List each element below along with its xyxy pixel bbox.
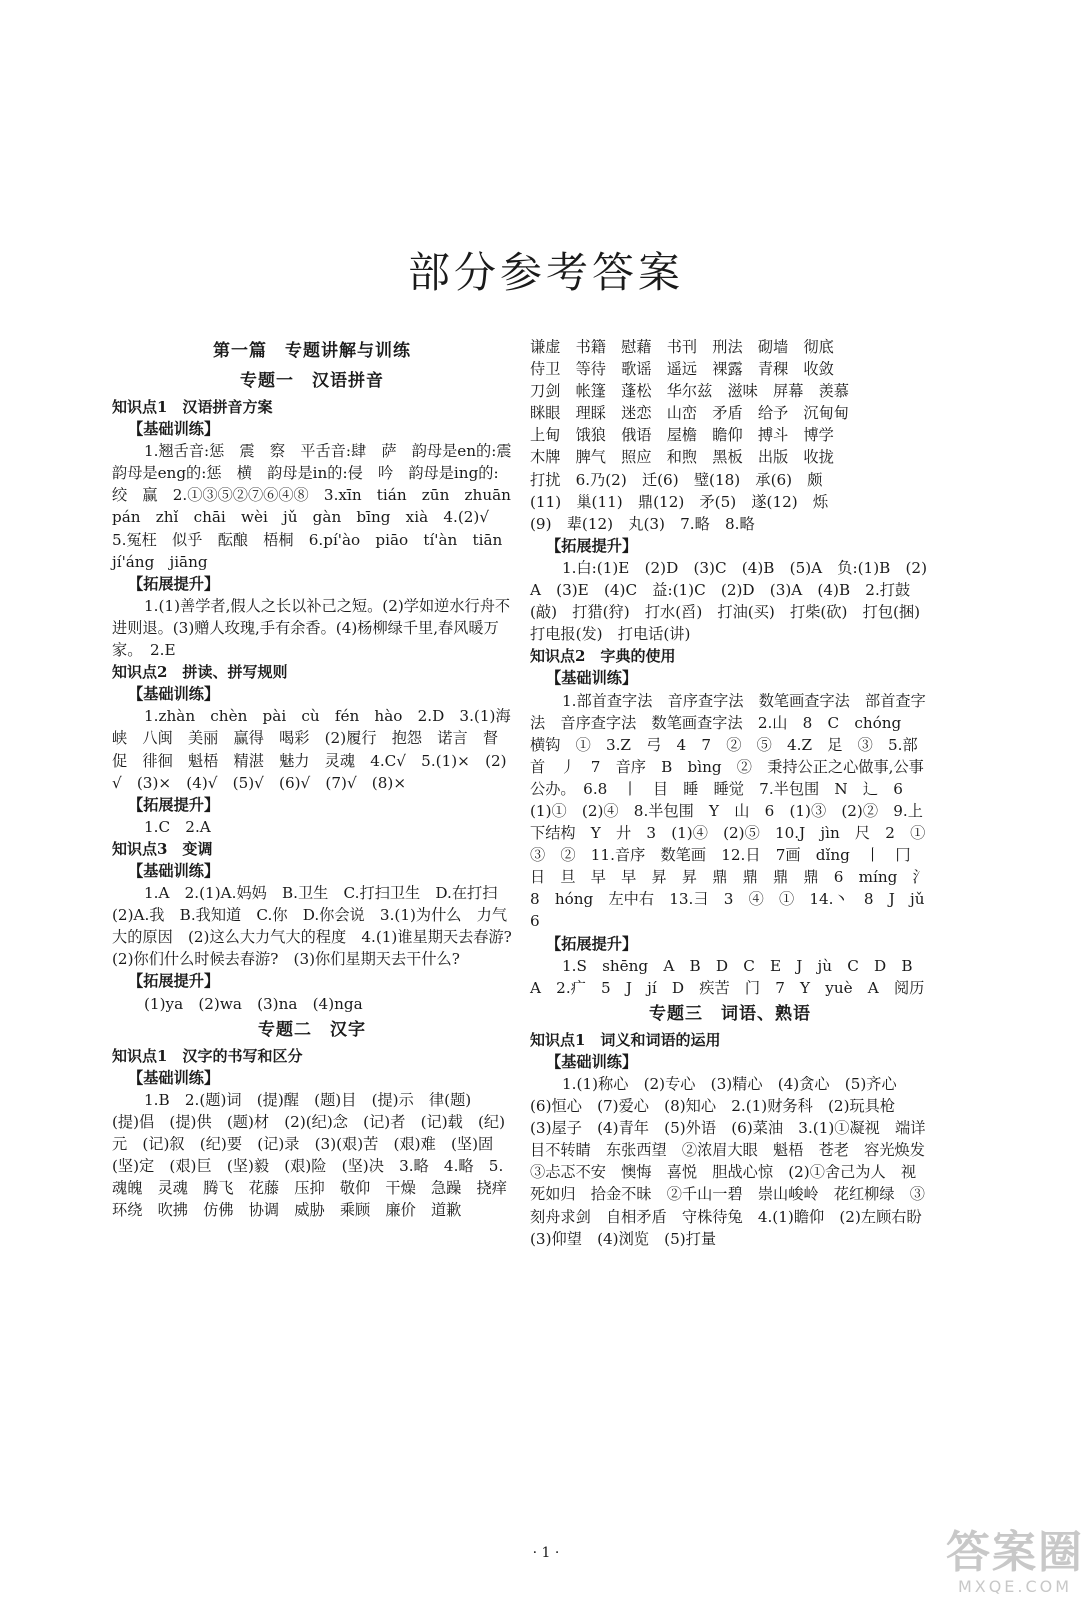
watermark-logo — [946, 1529, 1084, 1596]
word-list-line: 谦虚 书籍 慰藉 书刊 刑法 砌墙 彻底 — [530, 338, 834, 356]
answer-text: 1.(1)善学者,假人之长以补己之短。(2)学如逆水行舟不进则退。(3)赠人玫瑰,手有余香。(4)杨柳绿千里,春风暖万家。 2.E — [112, 596, 511, 660]
answer-text: 1.(1)称心 (2)专心 (3)精心 (4)贪心 (5)齐心 (6)恒心 (7)爱心 (8)知心 2.(1)财务科 (2)玩具枪 (3)屋子 (4)青年 (5)外语 (6)菜油 3.(1)①凝视 端详 目不转睛 东张西望 ②浓眉大眼 魁梧 苍老 容光焕发 ③忐忑不安 懊悔 喜悦 胆战心惊 (2)①舍己为人 视死如归 拾金不昧 ②千山一碧 崇山峻岭 花红柳绿 ③刻舟求剑 自相矛盾 守株待兔 4.(1)瞻仰 (2)左顾右盼 (3)仰望 (4)浏览 (5)打量 — [530, 1075, 941, 1248]
section-label: 【基础训练】 — [128, 420, 220, 439]
knowledge-point-heading: 知识点2 字典的使用 — [530, 647, 676, 666]
section-label: 【拓展提升】 — [128, 574, 220, 593]
page-number: · 1 · — [532, 1545, 560, 1561]
answer-text: 1.B 2.(题)词 (提)醒 (题)目 (提)示 律(题) (提)倡 (提)供 (题)材 (2)(纪)念 (记)者 (记)载 (纪)元 (记)叙 (纪)要 (记)录 (3)(艰)苦 (艰)难 (坚)固 (坚)定 (艰)巨 (坚)毅 (艰)险 (坚)决 3.略 4.略 5.魂魄 灵魂 腾飞 花藤 压抑 敬仰 干燥 急躁 挠痒 环绕 吹拂 仿佛 协调 威胁 乘顾 廉价 道歉 — [112, 1090, 523, 1220]
word-list-line: 木牌 脾气 照应 和煦 黑板 出版 收拢 — [530, 448, 834, 467]
word-list-line: 眯眼 理睬 迷恋 山峦 矛盾 给予 沉甸甸 — [530, 404, 849, 423]
answer-text: 1.A 2.(1)A.妈妈 B.卫生 C.打扫卫生 D.在打扫 (2)A.我 B.我知道 C.你 D.你会说 3.(1)为什么 力气大的原因 (2)这么大力气大的程度 4.(1)谁星期天去春游? (2)你们什么时候去春游? (3)你们星期天去干什么? — [112, 884, 527, 969]
answer-text: 1.白:(1)E (2)D (3)C (4)B (5)A 负:(1)B (2)A (3)E (4)C 益:(1)C (2)D (3)A (4)B 2.打鼓(敲) 打猎(狩) 打水(舀) 打油(买) 打柴(砍) 打包(捆) 打电报(发) 打电话(讲) — [530, 558, 936, 644]
word-list-line: (9) 辈(12) 丸(3) 7.略 8.略 — [530, 514, 755, 533]
answer-text: 1.翘舌音:惩 震 察 平舌音:肆 萨 韵母是en的:震 韵母是eng的:惩 横 韵母是in的:侵 吟 韵母是ing的:绞 赢 2.①③⑤②⑦⑥④⑧ 3.xīn tián zūn zhuān pán zhǐ chāi wèi jǔ gàn bīng xià 4.(2)√ 5.冤枉 似乎 酝酿 梧桐 6.pí'ào piāo tí'àn tiān jí'áng jiāng — [112, 442, 527, 571]
answer-text: 1.C 2.A — [144, 817, 211, 836]
section-label: 【基础训练】 — [128, 861, 220, 880]
part-heading: 第一篇 专题讲解与训练 — [213, 341, 411, 361]
answer-text: 1.zhàn chèn pài cù fén hào 2.D 3.(1)海峡 八闽 美丽 赢得 喝彩 (2)履行 抱怨 诺言 督促 徘徊 魁梧 精湛 魅力 灵魂 4.C√ 5.(1)× (2)√ (3)× (4)√ (5)√ (6)√ (7)√ (8)× — [112, 707, 511, 792]
topic-heading: 专题二 汉字 — [258, 1019, 366, 1040]
watermark-main: 答案圈 — [946, 1527, 1084, 1578]
knowledge-point-heading: 知识点1 词义和词语的运用 — [530, 1030, 721, 1049]
section-label: 【拓展提升】 — [128, 972, 220, 991]
section-label: 【拓展提升】 — [128, 795, 220, 814]
word-list-line: 打扰 6.乃(2) 迁(6) 璧(18) 承(6) 颇 — [530, 470, 823, 489]
answer-text: 1.S shēng A B D C E J jù C D B A 2.疒 5 J jí D 疾苦 门 7 Y yuè A 阅历 — [530, 956, 928, 997]
answer-text: (1)ya (2)wa (3)na (4)nga — [144, 994, 363, 1013]
word-list-line: 上甸 饿狼 俄语 屋檐 瞻仰 搏斗 博学 — [530, 426, 834, 445]
section-label: 【基础训练】 — [128, 1068, 220, 1087]
knowledge-point-heading: 知识点1 汉字的书写和区分 — [112, 1046, 303, 1065]
section-label: 【拓展提升】 — [546, 536, 638, 555]
watermark-url: MXQE.COM — [957, 1577, 1073, 1596]
left-column — [112, 336, 527, 1221]
knowledge-point-heading: 知识点2 拼读、拼写规则 — [112, 663, 288, 682]
section-label: 【基础训练】 — [128, 685, 220, 704]
knowledge-point-heading: 知识点3 变调 — [112, 839, 213, 858]
section-label: 【基础训练】 — [546, 1052, 638, 1071]
answer-text: 1.部首查字法 音序查字法 数笔画查字法 部首查字法 音序查字法 数笔画查字法 2.山 8 C chóng 横钩 ① 3.Z 弓 4 7 ② ⑤ 4.Z 足 ③ 5.部首 丿 7 音序 B bìng ② 秉持公正之心做事,公事公办。 6.8 丨 目 睡 睡觉 7.半包围 N 辶 6 (1)① (2)④ 8.半包围 Y 山 6 (1)③ (2)② 9.上下结构 Y 廾 3 (1)④ (2)⑤ 10.J jìn 尺 2 ① ③ ② 11.音序 数笔画 12.日 7画 dǐng 丨 冂 日 旦 早 早 昇 昇 鼎 鼎 鼎 鼎 6 míng 氵 8 hóng 左中右 13.彐 3 ④ ① 14.丶 8 J jǔ 6 — [530, 691, 943, 931]
right-column — [530, 336, 943, 1250]
section-label: 【基础训练】 — [546, 669, 638, 688]
word-list-line: 刀剑 帐篷 蓬松 华尔兹 滋味 屏幕 羡慕 — [530, 382, 849, 401]
section-label: 【拓展提升】 — [546, 934, 638, 953]
topic-heading: 专题三 词语、熟语 — [649, 1003, 811, 1024]
knowledge-point-heading: 知识点1 汉语拼音方案 — [112, 398, 273, 416]
word-list-line: (11) 巢(11) 鼎(12) 矛(5) 遂(12) 烁 — [530, 492, 829, 511]
word-list-line: 侍卫 等待 歌谣 遥远 裸露 青稞 收敛 — [530, 360, 834, 379]
topic-heading: 专题一 汉语拼音 — [240, 371, 384, 391]
page-title: 部分参考答案 — [407, 248, 684, 297]
